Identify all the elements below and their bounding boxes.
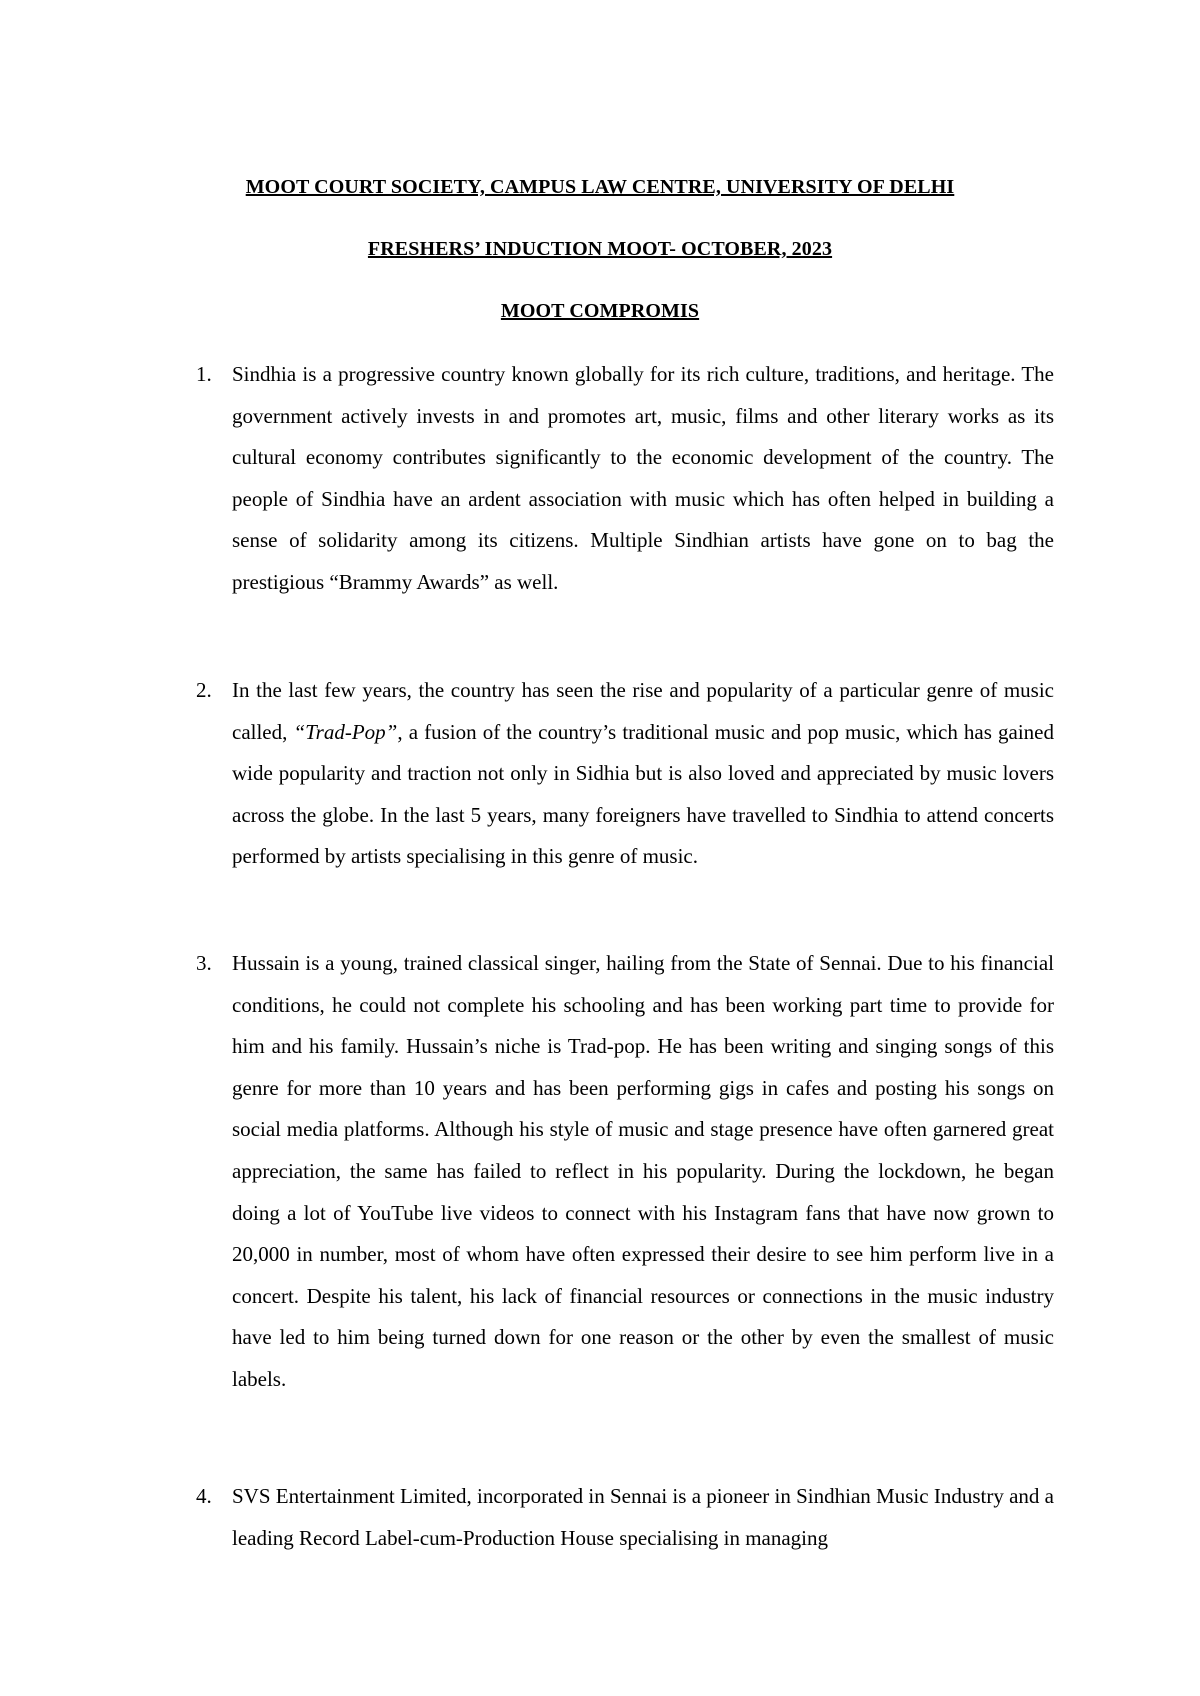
paragraph-number: 3. [196,951,212,975]
paragraph-text: SVS Entertainment Limited, incorporated in Sennai is a pioneer in Sindhian Music Industry and a leading Record Label-cum-Production House specialising in managing [232,1484,1054,1550]
genre-name-italic: “Trad-Pop” [293,719,398,744]
paragraph-text: Hussain is a young, trained classical singer, hailing from the State of Sennai. Due to his financial conditions, he could not complete his schooling and has been working part time to provide for him and his family. Hussain’s niche is Trad-pop. He has been writing and singing songs of this genre for more than 10 years and has been performing gigs in cafes and posting his songs on social media platforms. Although his style of music and stage presence have often garnered great appreciation, the same has failed to reflect in his popularity. During the lockdown, he began doing a lot of YouTube live videos to connect with his Instagram fans that have now grown to 20,000 in number, most of whom have often expressed their desire to see him perform live in a concert. Despite his talent, his lack of financial resources or connections in the music industry have led to him being turned down for one reason or the other by even the smallest of music labels. [232,951,1054,1391]
header-document-title: MOOT COMPROMIS [500,300,700,322]
paragraph-2 [196,670,1054,878]
header-society-title: MOOT COURT SOCIETY, CAMPUS LAW CENTRE, UNIVERSITY OF DELHI [245,176,955,198]
paragraph-text-end: , a fusion of the country’s traditional music and pop music, which has gained wide popularity and traction not only in Sidhia but is also loved and appreciated by music lovers across the globe. In the last 5 years, many foreigners have travelled to Sindhia to attend concerts performed by artists specialising in this genre of music. [232,719,1054,869]
paragraph-text-start: In the last few years, the country has seen the rise and popularity of a particular genre of music called, [232,678,1054,744]
paragraph-4 [196,1476,1054,1559]
paragraph-number: 4. [196,1484,212,1508]
paragraph-3 [196,943,1054,1401]
paragraph-1 [196,354,1054,604]
header-event-title: FRESHERS’ INDUCTION MOOT- OCTOBER, 2023 [367,238,833,260]
paragraph-number: 1. [196,362,212,386]
paragraph-text: Sindhia is a progressive country known globally for its rich culture, traditions, and heritage. The government actively invests in and promotes art, music, films and other literary works as its cultural economy contributes significantly to the economic development of the country. The people of Sindhia have an ardent association with music which has often helped in building a sense of solidarity among its citizens. Multiple Sindhian artists have gone on to bag the prestigious “Brammy Awards” as well. [232,362,1054,594]
paragraph-number: 2. [196,678,212,702]
